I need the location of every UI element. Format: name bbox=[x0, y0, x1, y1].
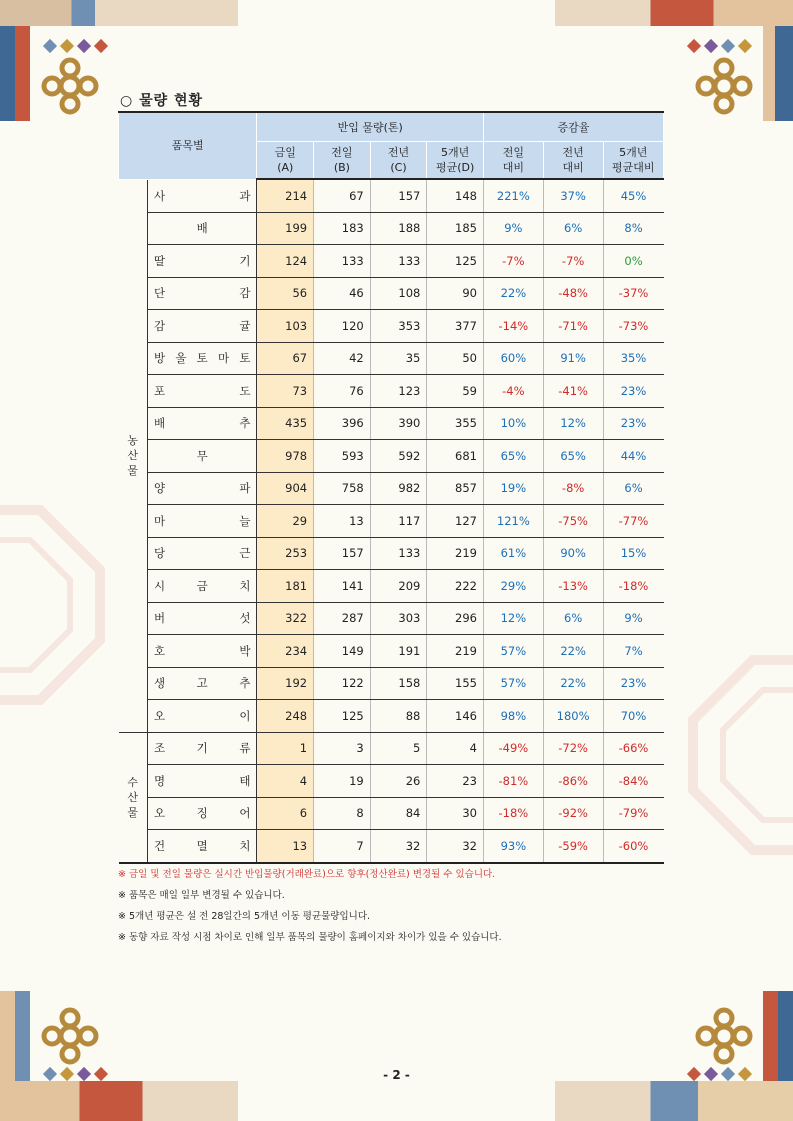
vs-prev-day-header: 전일 대비 bbox=[483, 142, 543, 180]
change-rate-cell: 15% bbox=[603, 537, 663, 570]
change-rate-cell: 22% bbox=[483, 277, 543, 310]
category-label: 수 산 물 bbox=[119, 732, 148, 863]
change-rate-cell: 57% bbox=[483, 667, 543, 700]
volume-cell-a: 29 bbox=[257, 505, 314, 538]
item-name: 생 고 추 bbox=[147, 667, 256, 700]
change-rate-cell: -92% bbox=[543, 797, 603, 830]
volume-cell-c: 117 bbox=[370, 505, 427, 538]
diamond-ornament-top-left bbox=[42, 38, 109, 54]
volume-cell-b: 758 bbox=[314, 472, 371, 505]
volume-cell-b: 593 bbox=[314, 440, 371, 473]
change-rate-cell: -49% bbox=[483, 732, 543, 765]
volume-cell-a: 322 bbox=[257, 602, 314, 635]
volume-cell-a: 181 bbox=[257, 570, 314, 603]
volume-cell-c: 133 bbox=[370, 537, 427, 570]
knot-ornament-icon bbox=[38, 1004, 102, 1068]
volume-cell-d: 155 bbox=[427, 667, 484, 700]
volume-cell-d: 219 bbox=[427, 635, 484, 668]
item-name: 감 귤 bbox=[147, 310, 256, 343]
volume-cell-b: 120 bbox=[314, 310, 371, 343]
table-row bbox=[119, 212, 664, 245]
table-row bbox=[119, 537, 664, 570]
table-row bbox=[119, 342, 664, 375]
table-row bbox=[119, 732, 664, 765]
prev-year-header: 전년 (C) bbox=[370, 142, 427, 180]
category-label: 농 산 물 bbox=[119, 179, 148, 732]
change-rate-cell: 23% bbox=[603, 375, 663, 408]
volume-cell-c: 5 bbox=[370, 732, 427, 765]
volume-cell-b: 149 bbox=[314, 635, 371, 668]
volume-cell-a: 1 bbox=[257, 732, 314, 765]
change-rate-cell: -7% bbox=[543, 245, 603, 278]
volume-cell-b: 122 bbox=[314, 667, 371, 700]
item-name: 딸 기 bbox=[147, 245, 256, 278]
table-row bbox=[119, 667, 664, 700]
change-rate-cell: -18% bbox=[483, 797, 543, 830]
volume-cell-a: 978 bbox=[257, 440, 314, 473]
change-rate-cell: -84% bbox=[603, 765, 663, 798]
item-header: 품목별 bbox=[119, 112, 257, 179]
volume-cell-b: 396 bbox=[314, 407, 371, 440]
volume-cell-b: 42 bbox=[314, 342, 371, 375]
volume-cell-b: 19 bbox=[314, 765, 371, 798]
volume-cell-b: 183 bbox=[314, 212, 371, 245]
change-rate-cell: 65% bbox=[543, 440, 603, 473]
volume-cell-c: 133 bbox=[370, 245, 427, 278]
item-name: 명 태 bbox=[147, 765, 256, 798]
item-name: 마 늘 bbox=[147, 505, 256, 538]
vs-prev-year-header: 전년 대비 bbox=[543, 142, 603, 180]
volume-group-header: 반입 물량(톤) bbox=[257, 112, 484, 142]
change-rate-cell: 22% bbox=[543, 667, 603, 700]
change-rate-cell: 7% bbox=[603, 635, 663, 668]
table-row bbox=[119, 375, 664, 408]
volume-cell-b: 13 bbox=[314, 505, 371, 538]
item-name: 사 과 bbox=[147, 179, 256, 212]
volume-cell-a: 214 bbox=[257, 179, 314, 212]
volume-cell-d: 146 bbox=[427, 700, 484, 733]
volume-cell-d: 222 bbox=[427, 570, 484, 603]
item-name: 무 bbox=[147, 440, 256, 473]
footnote: ※ 동향 자료 작성 시점 차이로 인해 일부 품목의 물량이 홈페이지와 차이가 있을 수 있습니다. bbox=[118, 932, 502, 943]
change-rate-cell: -75% bbox=[543, 505, 603, 538]
volume-cell-b: 76 bbox=[314, 375, 371, 408]
decorative-border-right-top bbox=[763, 26, 793, 121]
footnote: ※ 5개년 평균은 설 전 28일간의 5개년 이동 평균물량입니다. bbox=[118, 911, 371, 922]
table-row bbox=[119, 440, 664, 473]
table-body bbox=[119, 179, 664, 863]
decorative-border-bottom bbox=[0, 1081, 793, 1121]
volume-cell-c: 123 bbox=[370, 375, 427, 408]
volume-cell-c: 303 bbox=[370, 602, 427, 635]
volume-cell-a: 248 bbox=[257, 700, 314, 733]
change-rate-cell: 6% bbox=[603, 472, 663, 505]
volume-cell-b: 125 bbox=[314, 700, 371, 733]
change-rate-cell: -77% bbox=[603, 505, 663, 538]
diamond-ornament-top-right bbox=[686, 38, 753, 54]
change-rate-cell: 12% bbox=[543, 407, 603, 440]
change-rate-cell: 121% bbox=[483, 505, 543, 538]
volume-cell-c: 390 bbox=[370, 407, 427, 440]
change-rate-cell: 98% bbox=[483, 700, 543, 733]
volume-cell-c: 108 bbox=[370, 277, 427, 310]
today-header: 금일 (A) bbox=[257, 142, 314, 180]
item-name: 당 근 bbox=[147, 537, 256, 570]
volume-cell-d: 681 bbox=[427, 440, 484, 473]
volume-cell-b: 287 bbox=[314, 602, 371, 635]
decorative-border-left-top bbox=[0, 26, 30, 121]
volume-cell-c: 157 bbox=[370, 179, 427, 212]
decorative-border-top bbox=[0, 0, 793, 26]
table-row bbox=[119, 700, 664, 733]
volume-cell-c: 88 bbox=[370, 700, 427, 733]
change-rate-cell: 29% bbox=[483, 570, 543, 603]
lattice-pattern-right bbox=[673, 640, 793, 870]
change-rate-cell: 6% bbox=[543, 212, 603, 245]
change-rate-cell: 8% bbox=[603, 212, 663, 245]
volume-cell-a: 103 bbox=[257, 310, 314, 343]
volume-cell-d: 4 bbox=[427, 732, 484, 765]
volume-cell-a: 67 bbox=[257, 342, 314, 375]
volume-cell-d: 90 bbox=[427, 277, 484, 310]
change-group-header: 증감율 bbox=[483, 112, 663, 142]
footnote: ※ 품목은 매일 일부 변경될 수 있습니다. bbox=[118, 890, 285, 901]
item-name: 건 멸 치 bbox=[147, 830, 256, 863]
volume-cell-a: 904 bbox=[257, 472, 314, 505]
volume-cell-b: 3 bbox=[314, 732, 371, 765]
change-rate-cell: -72% bbox=[543, 732, 603, 765]
table-row bbox=[119, 635, 664, 668]
change-rate-cell: 61% bbox=[483, 537, 543, 570]
change-rate-cell: -37% bbox=[603, 277, 663, 310]
volume-table bbox=[118, 111, 664, 864]
volume-cell-b: 67 bbox=[314, 179, 371, 212]
volume-cell-d: 23 bbox=[427, 765, 484, 798]
change-rate-cell: -86% bbox=[543, 765, 603, 798]
item-name: 배 bbox=[147, 212, 256, 245]
item-name: 호 박 bbox=[147, 635, 256, 668]
change-rate-cell: -8% bbox=[543, 472, 603, 505]
volume-cell-a: 192 bbox=[257, 667, 314, 700]
table-row bbox=[119, 765, 664, 798]
volume-cell-a: 199 bbox=[257, 212, 314, 245]
volume-cell-d: 127 bbox=[427, 505, 484, 538]
volume-cell-d: 296 bbox=[427, 602, 484, 635]
volume-cell-d: 30 bbox=[427, 797, 484, 830]
volume-cell-a: 6 bbox=[257, 797, 314, 830]
table-row bbox=[119, 407, 664, 440]
item-name: 배 추 bbox=[147, 407, 256, 440]
item-name: 오 징 어 bbox=[147, 797, 256, 830]
change-rate-cell: -71% bbox=[543, 310, 603, 343]
change-rate-cell: 22% bbox=[543, 635, 603, 668]
footnotes bbox=[118, 864, 502, 948]
item-name: 시 금 치 bbox=[147, 570, 256, 603]
table-row bbox=[119, 245, 664, 278]
volume-cell-c: 592 bbox=[370, 440, 427, 473]
change-rate-cell: -7% bbox=[483, 245, 543, 278]
change-rate-cell: -48% bbox=[543, 277, 603, 310]
table-row bbox=[119, 179, 664, 212]
change-rate-cell: 70% bbox=[603, 700, 663, 733]
knot-ornament-icon bbox=[38, 54, 102, 118]
knot-ornament-icon bbox=[692, 54, 756, 118]
change-rate-cell: -4% bbox=[483, 375, 543, 408]
change-rate-cell: -81% bbox=[483, 765, 543, 798]
volume-cell-c: 209 bbox=[370, 570, 427, 603]
volume-cell-a: 73 bbox=[257, 375, 314, 408]
volume-cell-a: 4 bbox=[257, 765, 314, 798]
change-rate-cell: 23% bbox=[603, 407, 663, 440]
change-rate-cell: 57% bbox=[483, 635, 543, 668]
change-rate-cell: 9% bbox=[603, 602, 663, 635]
volume-cell-c: 158 bbox=[370, 667, 427, 700]
volume-cell-d: 125 bbox=[427, 245, 484, 278]
change-rate-cell: 19% bbox=[483, 472, 543, 505]
table-row bbox=[119, 570, 664, 603]
change-rate-cell: 0% bbox=[603, 245, 663, 278]
change-rate-cell: 35% bbox=[603, 342, 663, 375]
change-rate-cell: -14% bbox=[483, 310, 543, 343]
change-rate-cell: 23% bbox=[603, 667, 663, 700]
item-name: 단 감 bbox=[147, 277, 256, 310]
knot-ornament-icon bbox=[692, 1004, 756, 1068]
volume-cell-c: 84 bbox=[370, 797, 427, 830]
volume-cell-a: 13 bbox=[257, 830, 314, 863]
volume-cell-c: 35 bbox=[370, 342, 427, 375]
change-rate-cell: -13% bbox=[543, 570, 603, 603]
volume-cell-b: 133 bbox=[314, 245, 371, 278]
change-rate-cell: -59% bbox=[543, 830, 603, 863]
change-rate-cell: -79% bbox=[603, 797, 663, 830]
avg5-header: 5개년 평균(D) bbox=[427, 142, 484, 180]
volume-cell-c: 32 bbox=[370, 830, 427, 863]
volume-cell-a: 56 bbox=[257, 277, 314, 310]
footnote: ※ 금일 및 전일 물량은 실시간 반입물량(거래완료)으로 향후(정산완료) 변경될 수 있습니다. bbox=[118, 869, 496, 880]
volume-cell-b: 46 bbox=[314, 277, 371, 310]
volume-cell-d: 59 bbox=[427, 375, 484, 408]
volume-cell-c: 191 bbox=[370, 635, 427, 668]
table-row bbox=[119, 472, 664, 505]
change-rate-cell: -66% bbox=[603, 732, 663, 765]
page-number: - 2 - bbox=[383, 1068, 410, 1082]
vs-avg5-header: 5개년 평균대비 bbox=[603, 142, 663, 180]
change-rate-cell: 60% bbox=[483, 342, 543, 375]
change-rate-cell: -60% bbox=[603, 830, 663, 863]
table-row bbox=[119, 505, 664, 538]
change-rate-cell: 44% bbox=[603, 440, 663, 473]
volume-cell-d: 377 bbox=[427, 310, 484, 343]
volume-cell-d: 32 bbox=[427, 830, 484, 863]
volume-cell-c: 188 bbox=[370, 212, 427, 245]
change-rate-cell: 180% bbox=[543, 700, 603, 733]
change-rate-cell: -18% bbox=[603, 570, 663, 603]
volume-cell-b: 8 bbox=[314, 797, 371, 830]
change-rate-cell: 10% bbox=[483, 407, 543, 440]
item-name: 방 울 토 마 토 bbox=[147, 342, 256, 375]
volume-cell-b: 157 bbox=[314, 537, 371, 570]
change-rate-cell: 221% bbox=[483, 179, 543, 212]
change-rate-cell: 90% bbox=[543, 537, 603, 570]
item-name: 양 파 bbox=[147, 472, 256, 505]
table-row bbox=[119, 277, 664, 310]
volume-cell-d: 355 bbox=[427, 407, 484, 440]
volume-cell-d: 219 bbox=[427, 537, 484, 570]
item-name: 버 섯 bbox=[147, 602, 256, 635]
volume-cell-d: 148 bbox=[427, 179, 484, 212]
change-rate-cell: -41% bbox=[543, 375, 603, 408]
item-name: 오 이 bbox=[147, 700, 256, 733]
volume-cell-c: 982 bbox=[370, 472, 427, 505]
change-rate-cell: 37% bbox=[543, 179, 603, 212]
volume-cell-d: 50 bbox=[427, 342, 484, 375]
volume-cell-d: 857 bbox=[427, 472, 484, 505]
volume-cell-b: 141 bbox=[314, 570, 371, 603]
table-row bbox=[119, 797, 664, 830]
volume-cell-a: 124 bbox=[257, 245, 314, 278]
volume-cell-a: 253 bbox=[257, 537, 314, 570]
change-rate-cell: 65% bbox=[483, 440, 543, 473]
volume-cell-c: 26 bbox=[370, 765, 427, 798]
change-rate-cell: 91% bbox=[543, 342, 603, 375]
change-rate-cell: 93% bbox=[483, 830, 543, 863]
change-rate-cell: 9% bbox=[483, 212, 543, 245]
volume-cell-a: 234 bbox=[257, 635, 314, 668]
volume-cell-b: 7 bbox=[314, 830, 371, 863]
item-name: 조 기 류 bbox=[147, 732, 256, 765]
change-rate-cell: 45% bbox=[603, 179, 663, 212]
table-row bbox=[119, 830, 664, 863]
item-name: 포 도 bbox=[147, 375, 256, 408]
change-rate-cell: 12% bbox=[483, 602, 543, 635]
volume-cell-d: 185 bbox=[427, 212, 484, 245]
section-title: ○ 물량 현황 bbox=[120, 93, 204, 109]
volume-cell-c: 353 bbox=[370, 310, 427, 343]
lattice-pattern-left bbox=[0, 490, 120, 720]
change-rate-cell: 6% bbox=[543, 602, 603, 635]
change-rate-cell: -73% bbox=[603, 310, 663, 343]
table-row bbox=[119, 310, 664, 343]
volume-cell-a: 435 bbox=[257, 407, 314, 440]
prev-day-header: 전일 (B) bbox=[314, 142, 371, 180]
table-row bbox=[119, 602, 664, 635]
